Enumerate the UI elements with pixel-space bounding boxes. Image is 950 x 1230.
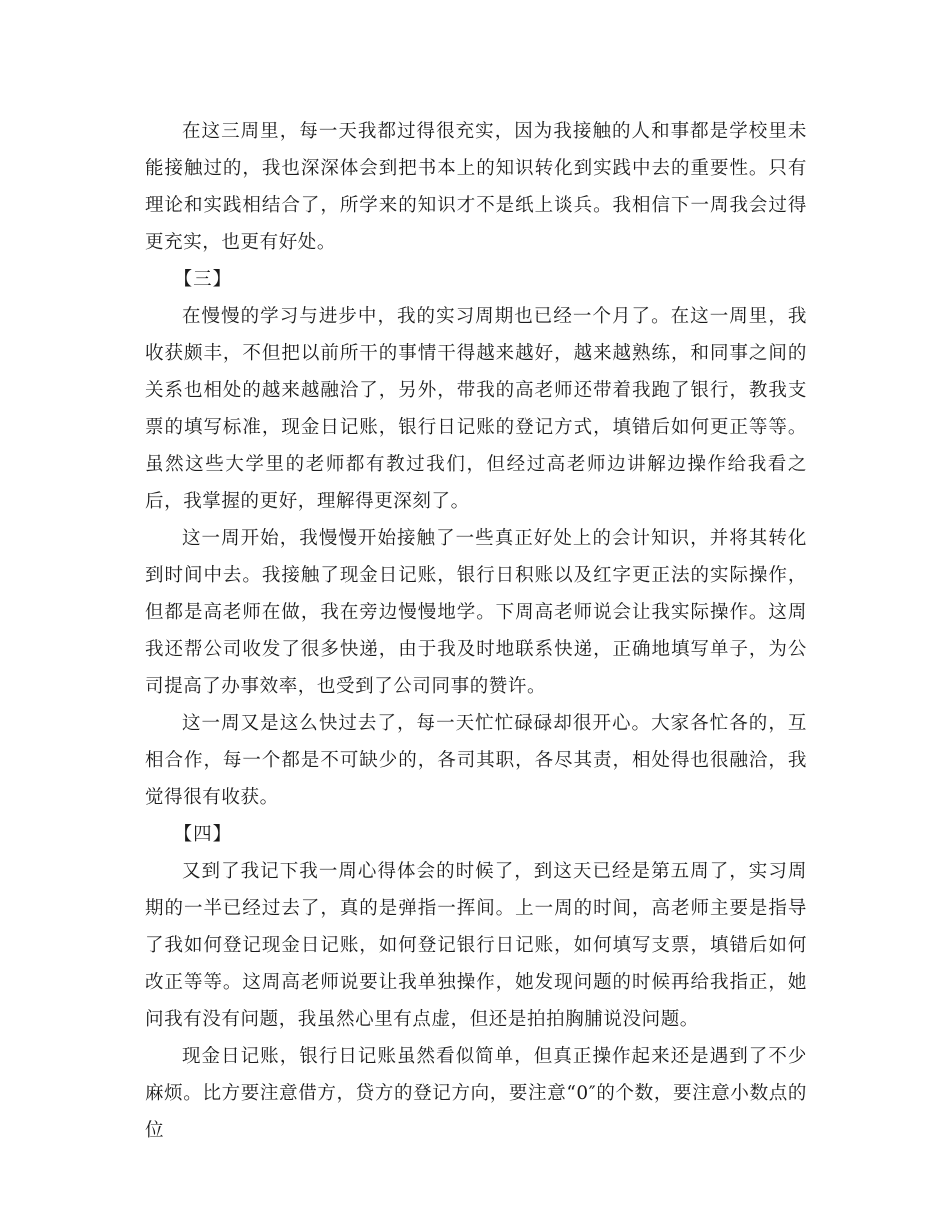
paragraph-month-progress: 在慢慢的学习与进步中，我的实习周期也已经一个月了。在这一周里，我收获颇丰，不但把以前所干的事情干得越来越好，越来越熟练，和同事之间的关系也相处的越来越融洽了，另外，带我的高老师还带着我跑了银行，教我支票的填写标准，现金日记账，银行日记账的登记方式，填错后如何更正等等。虽然这些大学里的老师都有教过我们，但经过高老师边讲解边操作给我看之后，我掌握的更好，理解得更深刻了。 [145, 306, 807, 512]
paragraph-week3-summary: 在这三周里，每一天我都过得很充实，因为我接触的人和事都是学校里未能接触过的，我也深深体会到把书本上的知识转化到实践中去的重要性。只有理论和实践相结合了，所学来的知识才不是纸上谈兵。我相信下一周我会过得更充实，也更有好处。 [145, 121, 807, 253]
document-body [145, 113, 807, 1149]
paragraph-week-reflection: 这一周又是这么快过去了，每一天忙忙碌碌却很开心。大家各忙各的，互相合作，每一个都是不可缺少的，各司其职，各尽其责，相处得也很融洽，我觉得很有收获。 [145, 713, 807, 808]
paragraph-journal-difficulties: 现金日记账，银行日记账虽然看似简单，但真正操作起来还是遇到了不少麻烦。比方要注意借方，贷方的登记方向，要注意“0″的个数，要注意小数点的位 [145, 1046, 807, 1141]
section-heading-four: 【四】 [173, 824, 233, 845]
section-heading-three: 【三】 [173, 269, 233, 290]
paragraph-accounting-practice: 这一周开始，我慢慢开始接触了一些真正好处上的会计知识，并将其转化到时间中去。我接触了现金日记账，银行日积账以及红字更正法的实际操作，但都是高老师在做，我在旁边慢慢地学。下周高老师说会让我实际操作。这周我还帮公司收发了很多快递，由于我及时地联系快递，正确地填写单子，为公司提高了办事效率，也受到了公司同事的赞许。 [145, 528, 807, 697]
paragraph-week5-intro: 又到了我记下我一周心得体会的时候了，到这天已经是第五周了，实习周期的一半已经过去了，真的是弹指一挥间。上一周的时间，高老师主要是指导了我如何登记现金日记账，如何登记银行日记账，如何填写支票，填错后如何改正等等。这周高老师说要让我单独操作，她发现问题的时候再给我指正，她问我有没有问题，我虽然心里有点虚，但还是拍拍胸脯说没问题。 [145, 861, 807, 1030]
